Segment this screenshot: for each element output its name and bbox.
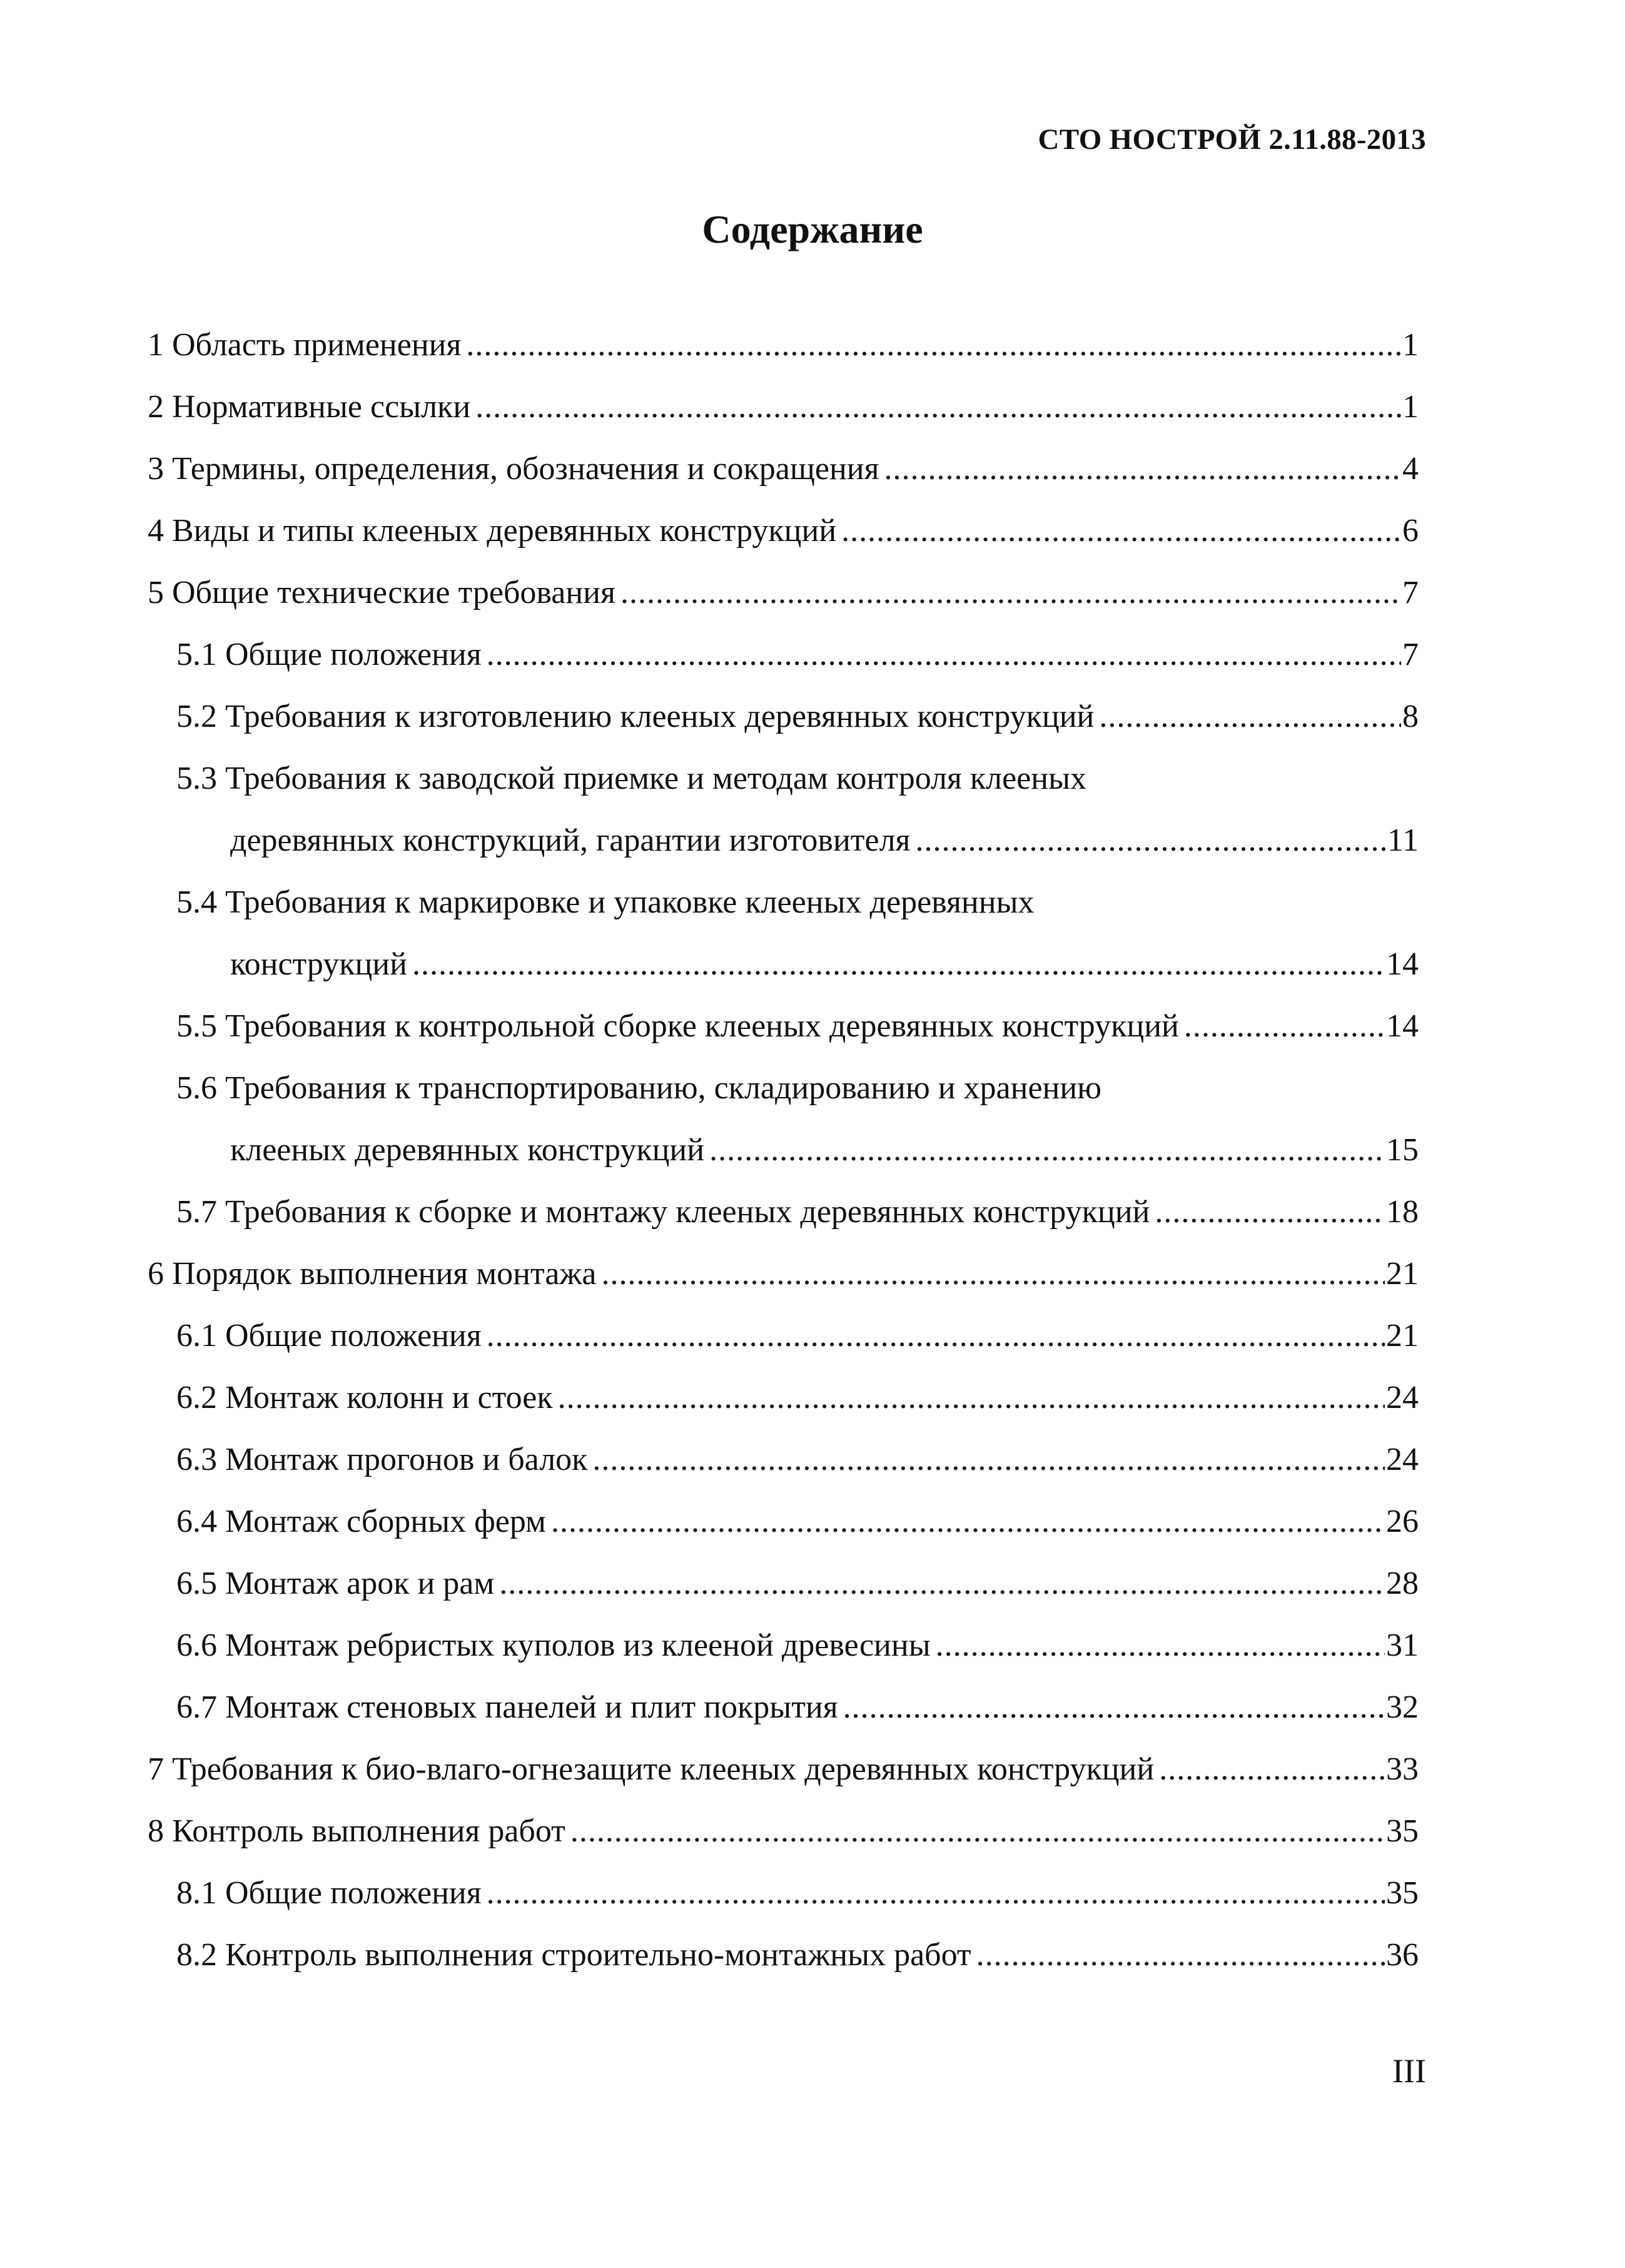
toc-entry-label: 1 Область применения — [148, 327, 462, 363]
toc-entry-5-3-line1[interactable]: 5.3 Требования к заводской приемке и методам контроля клееных — [176, 761, 1087, 796]
toc-entry-page: 7 — [1402, 637, 1419, 672]
toc-entry-page: 6 — [1402, 513, 1419, 549]
toc-entry-page: 21 — [1386, 1256, 1419, 1292]
toc-leader-dots — [1184, 1006, 1385, 1046]
toc-leader-dots — [466, 325, 1401, 365]
toc-entry-label: 3 Термины, определения, обозначения и сокращения — [148, 451, 879, 487]
toc-entry-label: 5 Общие технические требования — [148, 575, 615, 610]
toc-entry-label: 6.4 Монтаж сборных ферм — [176, 1504, 546, 1539]
toc-entry-5[interactable] — [148, 573, 1419, 613]
toc-entry-label: 6.3 Монтаж прогонов и балок — [176, 1442, 588, 1477]
toc-entry-page: 4 — [1402, 451, 1419, 487]
toc-entry-8-1[interactable] — [176, 1873, 1419, 1913]
toc-leader-dots — [412, 944, 1385, 985]
toc-leader-dots — [551, 1502, 1385, 1542]
toc-entry-5-5[interactable] — [176, 1006, 1419, 1046]
toc-entry-4[interactable] — [148, 511, 1419, 551]
toc-leader-dots — [487, 1873, 1385, 1913]
toc-entry-page: 14 — [1386, 1008, 1419, 1044]
toc-entry-label: клееных деревянных конструкций — [230, 1132, 705, 1168]
toc-entry-page: 1 — [1402, 327, 1419, 363]
toc-entry-6-3[interactable] — [176, 1440, 1419, 1480]
toc-entry-page: 33 — [1386, 1751, 1419, 1787]
toc-entry-6-5[interactable] — [176, 1564, 1419, 1604]
toc-entry-page: 24 — [1386, 1380, 1419, 1415]
toc-leader-dots — [841, 511, 1401, 551]
toc-leader-dots — [475, 387, 1401, 427]
toc-entry-6-1[interactable] — [176, 1316, 1419, 1356]
toc-leader-dots — [620, 573, 1401, 613]
toc-leader-dots — [487, 635, 1401, 675]
toc-entry-5-6[interactable] — [230, 1130, 1419, 1170]
toc-entry-6-7[interactable] — [176, 1688, 1419, 1728]
toc-entry-6[interactable] — [148, 1254, 1419, 1294]
toc-leader-dots — [1159, 1749, 1385, 1790]
toc-entry-page: 11 — [1387, 823, 1419, 858]
toc-entry-label: 4 Виды и типы клееных деревянных конструкций — [148, 513, 837, 549]
toc-leader-dots — [884, 449, 1401, 489]
toc-entry-6-6[interactable] — [176, 1626, 1419, 1666]
toc-entry-label: 5.1 Общие положения — [176, 637, 482, 672]
toc-entry-page: 35 — [1386, 1813, 1419, 1849]
toc-entry-page: 18 — [1386, 1194, 1419, 1230]
toc-entry-page: 7 — [1402, 575, 1419, 610]
toc-leader-dots — [936, 1626, 1385, 1666]
toc-entry-3[interactable] — [148, 449, 1419, 489]
toc-entry-page: 1 — [1402, 389, 1419, 425]
toc-entry-page: 15 — [1386, 1132, 1419, 1168]
toc-entry-7[interactable] — [148, 1749, 1419, 1790]
toc-entry-label: 5.7 Требования к сборке и монтажу клееных деревянных конструкций — [176, 1194, 1150, 1230]
toc-entry-label: конструкций — [230, 946, 407, 982]
page-title: Содержание — [702, 207, 923, 251]
toc-entry-6-2[interactable] — [176, 1378, 1419, 1418]
toc-leader-dots — [976, 1935, 1385, 1975]
toc-entry-label: 5.2 Требования к изготовлению клееных деревянных конструкций — [176, 699, 1095, 734]
toc-leader-dots — [709, 1130, 1385, 1170]
toc-entry-label: 2 Нормативные ссылки — [148, 389, 471, 425]
toc-entry-page: 21 — [1386, 1318, 1419, 1354]
toc-entry-5-4-line1[interactable]: 5.4 Требования к маркировке и упаковке клееных деревянных — [176, 884, 1035, 920]
toc-entry-page: 35 — [1386, 1875, 1419, 1911]
toc-entry-8[interactable] — [148, 1811, 1419, 1851]
toc-entry-5-6-line1[interactable]: 5.6 Требования к транспортированию, складированию и хранению — [176, 1070, 1102, 1106]
toc-entry-page: 14 — [1386, 946, 1419, 982]
toc-entry-page: 24 — [1386, 1442, 1419, 1477]
toc-entry-label: 6.7 Монтаж стеновых панелей и плит покрытия — [176, 1689, 838, 1725]
toc-entry-label: 5.5 Требования к контрольной сборке клееных деревянных конструкций — [176, 1008, 1179, 1044]
toc-entry-page: 31 — [1386, 1628, 1419, 1663]
toc-entry-label: 6 Порядок выполнения монтажа — [148, 1256, 597, 1292]
toc-entry-label: 8.2 Контроль выполнения строительно-монтажных работ — [176, 1937, 971, 1973]
toc-entry-1[interactable] — [148, 325, 1419, 365]
toc-leader-dots — [915, 821, 1385, 861]
toc-entry-page: 26 — [1386, 1504, 1419, 1539]
toc-entry-label: 7 Требования к био-влаго-огнезащите клееных деревянных конструкций — [148, 1751, 1155, 1787]
toc-entry-page: 28 — [1386, 1566, 1419, 1601]
toc-leader-dots — [558, 1378, 1385, 1418]
toc-entry-5-7[interactable] — [176, 1192, 1419, 1232]
toc-entry-6-4[interactable] — [176, 1502, 1419, 1542]
toc-leader-dots — [601, 1254, 1385, 1294]
toc-entry-2[interactable] — [148, 387, 1419, 427]
toc-entry-page: 8 — [1402, 699, 1419, 734]
toc-leader-dots — [487, 1316, 1385, 1356]
toc-leader-dots — [499, 1564, 1385, 1604]
toc-entry-page: 32 — [1386, 1689, 1419, 1725]
toc-entry-8-2[interactable] — [176, 1935, 1419, 1975]
toc-entry-label: деревянных конструкций, гарантии изготовителя — [230, 823, 911, 858]
toc-entry-5-2[interactable] — [176, 697, 1419, 737]
toc-leader-dots — [570, 1811, 1385, 1851]
toc-leader-dots — [1099, 697, 1401, 737]
toc-entry-label: 6.1 Общие положения — [176, 1318, 482, 1354]
toc-entry-5-3[interactable] — [230, 821, 1419, 861]
toc-entry-label: 8.1 Общие положения — [176, 1875, 482, 1911]
toc-entry-label: 6.6 Монтаж ребристых куполов из клееной древесины — [176, 1628, 931, 1663]
toc-entry-page: 36 — [1386, 1937, 1419, 1973]
page-number: III — [1392, 2052, 1426, 2090]
toc-entry-label: 6.2 Монтаж колонн и стоек — [176, 1380, 553, 1415]
toc-entry-label: 8 Контроль выполнения работ — [148, 1813, 565, 1849]
toc-leader-dots — [1155, 1192, 1385, 1232]
toc-entry-label: 6.5 Монтаж арок и рам — [176, 1566, 495, 1601]
toc-leader-dots — [592, 1440, 1385, 1480]
toc-entry-5-1[interactable] — [176, 635, 1419, 675]
toc-leader-dots — [843, 1688, 1385, 1728]
document-code: СТО НОСТРОЙ 2.11.88-2013 — [1038, 123, 1426, 156]
toc-entry-5-4[interactable] — [230, 944, 1419, 985]
